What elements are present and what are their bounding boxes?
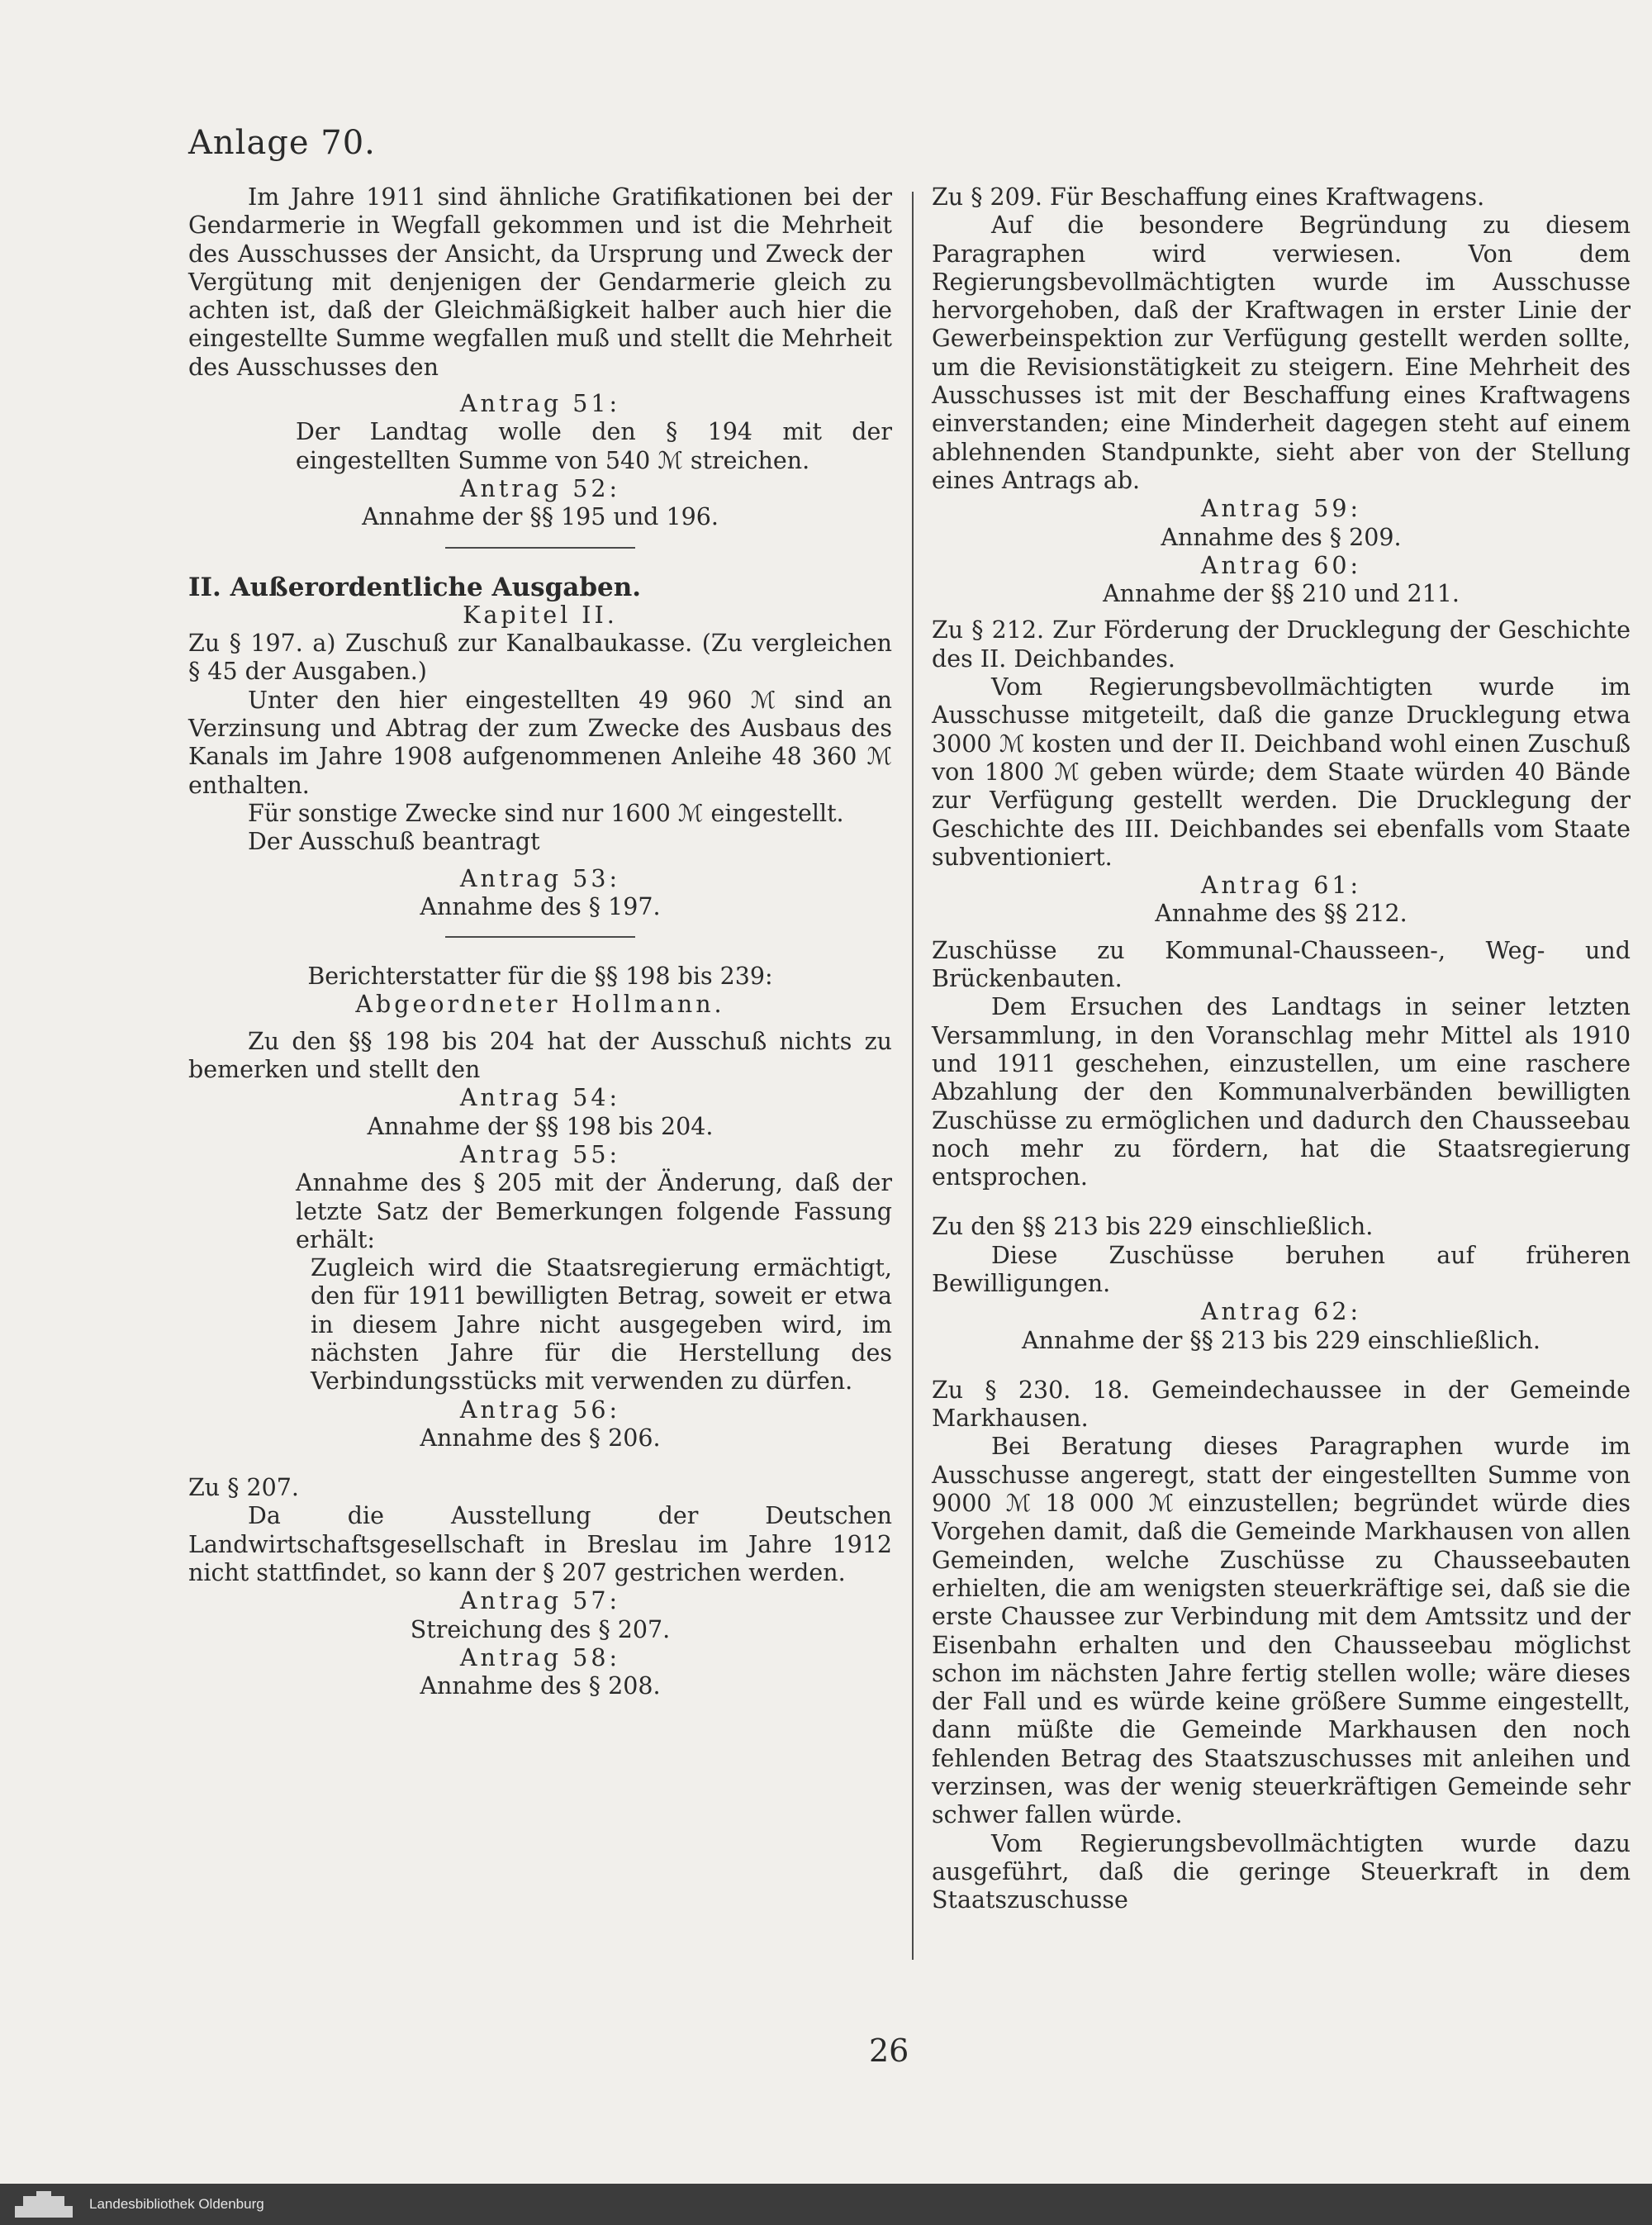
column-divider bbox=[912, 192, 914, 1960]
section-separator bbox=[445, 936, 635, 938]
antrag-55-quote: Zugleich wird die Staatsregierung ermächtigt, den für 1911 bewilligten Betrag, soweit er etwa in diesem Jahre nicht ausgegeben wird, im nächsten Jahre für die Herstellung des Verbindungsstücks mit verwenden zu dürfen. bbox=[311, 1254, 892, 1395]
antrag-54-title: Antrag 54: bbox=[459, 1084, 621, 1112]
paragraph-212-text: Vom Regierungsbevollmächtigten wurde im Ausschusse mitgeteilt, daß die ganze Drucklegung etwa 3000 ℳ kosten und der II. Deichband wohl einen Zuschuß von 1800 ℳ geben würde; dem Staate würden 40 Bände zur Verfügung gestellt werden. Die Drucklegung der Geschichte des III. Deichbandes sei ebenfalls vom Staate subventioniert. bbox=[932, 673, 1631, 871]
section-separator bbox=[445, 547, 635, 549]
zuschuesse-title: Zuschüsse zu Kommunal-Chausseen-, Weg- und Brückenbauten. bbox=[932, 936, 1631, 993]
antrag-59-title: Antrag 59: bbox=[1200, 495, 1362, 523]
page-number: 26 bbox=[869, 2032, 909, 2069]
paragraph-230-text: Bei Beratung dieses Paragraphen wurde im Ausschusse angeregt, statt der eingestellten Summe von 9000 ℳ 18 000 ℳ einzustellen; begründet würde dies Vorgehen damit, daß die Gemeinde Markhausen von allen Gemeinden, welche Zuschüsse zu Chausseebauten erhielten, die am wenigsten steuerkräftige sei, daß sie die erste Chaussee zur Verbindung mit dem Amtssitz und der Eisenbahn erhalten und den Chausseebau möglichst schon im nächsten Jahre fertig stellen wolle; wäre dieses der Fall und es würde keine größere Summe eingestellt, dann müßte die Gemeinde Markhausen den noch fehlenden Betrag des Staatszuschusses mit anleihen und verzinsen, was der wenig steuerkräftigen Gemeinde sehr schwer fallen würde. bbox=[932, 1433, 1631, 1829]
paragraph-230-title: Zu § 230. 18. Gemeindechaussee in der Gemeinde Markhausen. bbox=[932, 1376, 1631, 1433]
library-footer-bar bbox=[0, 2184, 1652, 2225]
antrag-53-text: Annahme des § 197. bbox=[420, 892, 661, 920]
antrag-62-title: Antrag 62: bbox=[1200, 1298, 1362, 1326]
paragraph-197-text: Unter den hier eingestellten 49 960 ℳ sind an Verzinsung und Abtrag der zum Zwecke des Ausbaus des Kanals im Jahre 1908 aufgenommenen Anleihe 48 360 ℳ enthalten. bbox=[188, 686, 892, 799]
paragraph-197-title: Zu § 197. a) Zuschuß zur Kanalbaukasse. (Zu vergleichen § 45 der Ausgaben.) bbox=[188, 630, 892, 686]
antrag-56-text: Annahme des § 206. bbox=[420, 1424, 661, 1452]
antrag-58-text: Annahme des § 208. bbox=[420, 1672, 661, 1700]
antrag-57-text: Streichung des § 207. bbox=[410, 1615, 671, 1643]
section-heading: II. Außerordentliche Ausgaben. bbox=[188, 572, 642, 602]
library-name: Landesbibliothek Oldenburg bbox=[89, 2196, 264, 2212]
antrag-54-text: Annahme der §§ 198 bis 204. bbox=[367, 1112, 714, 1140]
antrag-61-title: Antrag 61: bbox=[1200, 872, 1362, 900]
paragraph-197-zwecke: Für sonstige Zwecke sind nur 1600 ℳ eingestellt. bbox=[248, 799, 844, 827]
paragraph-207-text: Da die Ausstellung der Deutschen Landwirtschaftsgesellschaft in Breslau im Jahre 1912 nicht stattfindet, so kann der § 207 gestrichen werden. bbox=[188, 1502, 892, 1587]
antrag-51-title: Antrag 51: bbox=[459, 390, 621, 418]
antrag-59-text: Annahme des § 209. bbox=[1161, 523, 1402, 551]
antrag-51-text: Der Landtag wolle den § 194 mit der eingestellten Summe von 540 ℳ streichen. bbox=[296, 418, 892, 474]
antrag-62-text: Annahme der §§ 213 bis 229 einschließlich. bbox=[1022, 1326, 1540, 1354]
page-header: Anlage 70. bbox=[188, 124, 376, 162]
antrag-53-title: Antrag 53: bbox=[459, 864, 621, 892]
paragraph-gratifikationen: Im Jahre 1911 sind ähnliche Gratifikationen bei der Gendarmerie in Wegfall gekommen und ist die Mehrheit des Ausschusses der Ansicht, da Ursprung und Zweck der Vergütung mit denjenigen der Gendarmerie gleich zu achten ist, daß der Gleichmäßigkeit halber auch hier die eingestellte Summe wegfallen muß und stellt die Mehrheit des Ausschusses den bbox=[188, 183, 892, 381]
paragraph-209-text: Auf die besondere Begründung zu diesem Paragraphen wird verwiesen. Von dem Regierungsbevollmächtigten wurde im Ausschusse hervorgehoben, daß der Kraftwagen in erster Linie der Gewerbeinspektion zur Verfügung gestellt werden sollte, um die Revisionstätigkeit zu steigern. Eine Mehrheit des Ausschusses ist mit der Beschaffung eines Kraftwagens einverstanden; eine Minderheit dagegen steht auf einem ablehnenden Standpunkte, sieht aber von der Stellung eines Antrags ab. bbox=[932, 212, 1631, 494]
left-column bbox=[188, 183, 892, 1701]
antrag-58-title: Antrag 58: bbox=[459, 1643, 621, 1671]
paragraph-212-title: Zu § 212. Zur Förderung der Drucklegung der Geschichte des II. Deichbandes. bbox=[932, 616, 1631, 673]
paragraph-207-title: Zu § 207. bbox=[188, 1474, 299, 1502]
antrag-60-text: Annahme der §§ 210 und 211. bbox=[1103, 580, 1460, 608]
paragraph-197-beantragt: Der Ausschuß beantragt bbox=[248, 828, 540, 856]
right-column bbox=[932, 183, 1631, 1915]
paragraph-213-text: Diese Zuschüsse beruhen auf früheren Bewilligungen. bbox=[932, 1241, 1631, 1297]
antrag-52-title: Antrag 52: bbox=[459, 474, 621, 502]
paragraph-198: Zu den §§ 198 bis 204 hat der Ausschuß nichts zu bemerken und stellt den bbox=[188, 1027, 892, 1084]
paragraph-213-title: Zu den §§ 213 bis 229 einschließlich. bbox=[932, 1213, 1374, 1241]
antrag-56-title: Antrag 56: bbox=[459, 1395, 621, 1424]
paragraph-209-title: Zu § 209. Für Beschaffung eines Kraftwagens. bbox=[932, 183, 1485, 211]
reporter-name: Abgeordneter Hollmann. bbox=[355, 991, 725, 1019]
antrag-57-title: Antrag 57: bbox=[459, 1587, 621, 1615]
antrag-55-title: Antrag 55: bbox=[459, 1140, 621, 1168]
reporter-line: Berichterstatter für die §§ 198 bis 239: bbox=[307, 963, 773, 991]
antrag-55-text: Annahme des § 205 mit der Änderung, daß der letzte Satz der Bemerkungen folgende Fassung erhält: bbox=[296, 1169, 892, 1253]
paragraph-230-text2: Vom Regierungsbevollmächtigten wurde dazu ausgeführt, daß die geringe Steuerkraft in dem Staatszuschusse bbox=[932, 1829, 1631, 1914]
library-building-icon bbox=[12, 2191, 76, 2218]
zuschuesse-text: Dem Ersuchen des Landtags in seiner letzten Versammlung, in den Voranschlag mehr Mittel als 1910 und 1911 geschehen, einzustellen, um eine raschere Abzahlung der den Kommunalverbänden bewilligten Zuschüsse zu ermöglichen und dadurch den Chausseebau noch mehr zu fördern, hat die Staatsregierung entsprochen. bbox=[932, 993, 1631, 1191]
antrag-60-title: Antrag 60: bbox=[1200, 551, 1362, 579]
antrag-52-text: Annahme der §§ 195 und 196. bbox=[362, 503, 719, 531]
antrag-61-text: Annahme des §§ 212. bbox=[1155, 900, 1408, 928]
chapter-title: Kapitel II. bbox=[463, 601, 618, 629]
